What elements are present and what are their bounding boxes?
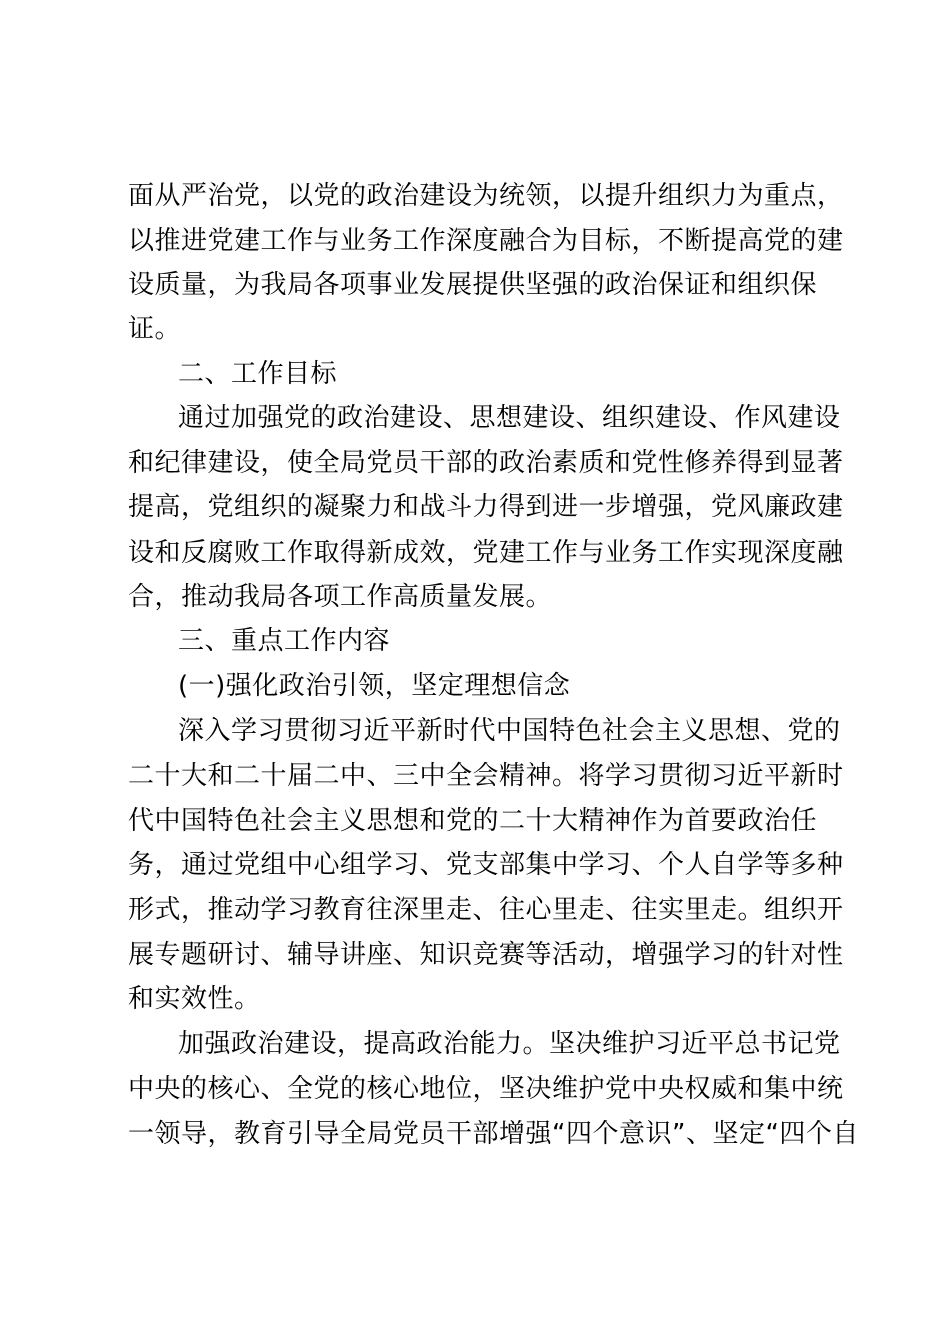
body-line: 和纪律建设，使全局党员干部的政治素质和党性修养得到显著: [128, 448, 844, 478]
body-line: 代中国特色社会主义思想和党的二十大精神作为首要政治任: [128, 806, 818, 836]
subsection-heading: (一)强化政治引领，坚定理想信念: [178, 671, 571, 701]
body-line: 和实效性。: [128, 984, 261, 1014]
body-line: 面从严治党，以党的政治建设为统领，以提升组织力为重点，: [128, 181, 844, 211]
body-line: 设和反腐败工作取得新成效，党建工作与业务工作实现深度融: [128, 538, 844, 568]
body-line: 形式，推动学习教育往深里走、往心里走、往实里走。组织开: [128, 895, 844, 925]
body-line: 证。: [128, 314, 182, 344]
body-line: 设质量，为我局各项事业发展提供坚强的政治保证和组织保: [128, 270, 818, 300]
body-line: 深入学习贯彻习近平新时代中国特色社会主义思想、党的: [178, 716, 841, 746]
section-heading: 二、工作目标: [178, 359, 338, 389]
body-line: 通过加强党的政治建设、思想建设、组织建设、作风建设: [178, 403, 841, 433]
body-line: 加强政治建设，提高政治能力。坚决维护习近平总书记党: [178, 1029, 841, 1059]
body-line: 合，推动我局各项工作高质量发展。: [128, 582, 553, 612]
body-line: 提高，党组织的凝聚力和战斗力得到进一步增强，党风廉政建: [128, 492, 844, 522]
body-line: 中央的核心、全党的核心地位，坚决维护党中央权威和集中统: [128, 1074, 844, 1104]
body-line: 二十大和二十届二中、三中全会精神。将学习贯彻习近平新时: [128, 761, 844, 791]
body-line: 展专题研讨、辅导讲座、知识竞赛等活动，增强学习的针对性: [128, 940, 844, 970]
body-line: 一领导，教育引导全局党员干部增强“四个意识”、坚定“四个自: [128, 1119, 859, 1149]
body-line: 以推进党建工作与业务工作深度融合为目标，不断提高党的建: [128, 226, 844, 256]
section-heading: 三、重点工作内容: [178, 626, 391, 656]
body-line: 务，通过党组中心组学习、党支部集中学习、个人自学等多种: [128, 850, 844, 880]
